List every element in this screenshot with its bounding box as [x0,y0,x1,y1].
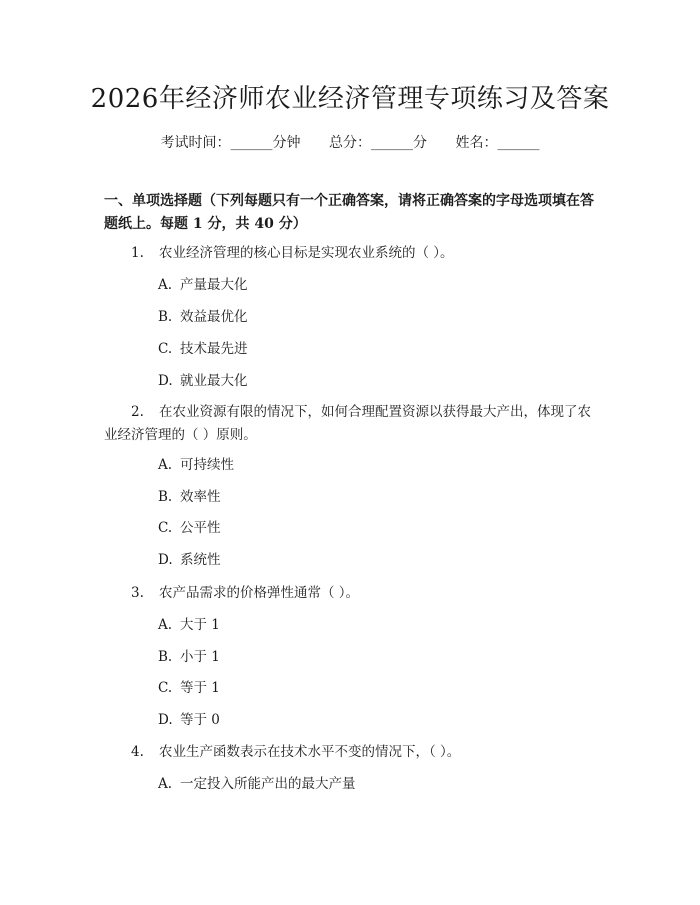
option-text: 技术最先进 [180,341,248,357]
question-2-stem-line-1 [131,401,591,423]
option-letter: C. [158,520,173,536]
option-text: 等于 0 [180,712,220,728]
option-text: 小于 1 [180,649,220,665]
option-letter: C. [158,680,173,696]
option-letter: B. [158,489,173,505]
question-3-option-c [158,679,220,697]
option-text: 系统性 [180,552,221,568]
question-3-stem [131,582,359,604]
question-4-text: 农业生产函数表示在技术水平不变的情况下，（ ）。 [159,744,461,760]
section-heading [104,190,604,236]
option-text: 公平性 [180,520,221,536]
section-heading-line-2: 题纸上。每题 1 分，共 40 分） [104,216,307,232]
question-1-option-a [158,276,248,294]
question-3-number: 3. [131,585,144,601]
question-1-text: 农业经济管理的核心目标是实现农业系统的（ ）。 [159,245,454,261]
question-2-option-b [158,488,221,506]
exam-meta [0,132,700,152]
question-3-text: 农产品需求的价格弹性通常（ ）。 [159,585,360,601]
option-text: 一定投入所能产出的最大产量 [180,776,356,792]
question-2-option-d [158,551,221,569]
question-3-option-a [158,616,220,634]
option-text: 就业最大化 [180,373,248,389]
option-letter: A. [158,277,173,293]
option-letter: D. [158,712,173,728]
question-3-option-b [158,648,220,666]
question-2-stem-line-2: 业经济管理的（ ）原则。 [104,427,257,443]
option-letter: B. [158,309,173,325]
option-letter: A. [158,457,173,473]
option-letter: A. [158,776,173,792]
question-2-option-a [158,456,234,474]
question-1-stem [131,242,454,264]
question-1-option-d [158,372,248,390]
document-title: 2026年经济师农业经济管理专项练习及答案 [90,84,610,114]
option-text: 可持续性 [180,457,234,473]
option-text: 产量最大化 [180,277,248,293]
option-letter: A. [158,617,173,633]
question-1-option-c [158,340,248,358]
question-4-option-a [158,775,356,793]
question-4-stem [131,741,460,763]
question-2-text-line-1: 在农业资源有限的情况下，如何合理配置资源以获得最大产出，体现了农 [159,404,591,420]
option-text: 等于 1 [180,680,220,696]
question-4-number: 4. [131,744,144,760]
option-text: 大于 1 [180,617,220,633]
section-heading-line-1: 一、单项选择题（下列每题只有一个正确答案，请将正确答案的字母选项填在答 [104,193,594,209]
total-score-field: 总分：______分 [329,135,427,151]
question-3-option-d [158,711,220,729]
option-letter: B. [158,649,173,665]
option-letter: C. [158,341,173,357]
question-1-option-b [158,308,248,326]
name-field: 姓名：______ [455,135,540,151]
question-1-number: 1. [131,245,144,261]
option-letter: D. [158,552,173,568]
question-2-option-c [158,519,221,537]
option-text: 效益最优化 [180,309,248,325]
option-letter: D. [158,373,173,389]
question-2-number: 2. [131,404,144,420]
option-text: 效率性 [180,489,221,505]
exam-time-field: 考试时间：______分钟 [160,135,301,151]
